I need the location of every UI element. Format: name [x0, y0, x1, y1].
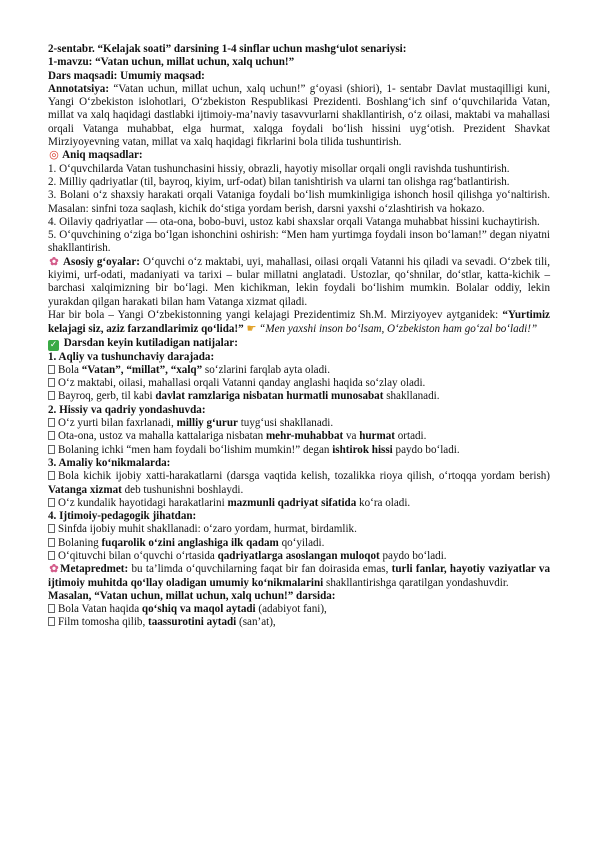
list-item: Bolaning fuqarolik o‘zini anglashiga ilk qadam qo‘yiladi.	[48, 537, 550, 550]
metapredmet-label: Metapredmet:	[60, 563, 129, 576]
list-item: O‘z yurti bilan faxrlanadi, milliy g‘urur tuyg‘usi shakllanadi.	[48, 417, 550, 430]
pointing-hand-icon: ☛	[246, 322, 257, 336]
brain-icon: ✿	[49, 255, 59, 268]
lesson-aim-heading: Dars maqsadi: Umumiy maqsad:	[48, 69, 205, 82]
goals-title: Aniq maqsadlar:	[62, 149, 143, 162]
goals-heading	[48, 149, 550, 162]
bullet-box-icon	[48, 471, 55, 480]
section-heading: 1. Aqliy va tushunchaviy darajada:	[48, 350, 215, 363]
bullet-box-icon	[48, 391, 55, 400]
bullet-box-icon	[48, 418, 55, 427]
list-item: O‘z kundalik hayotidagi harakatlarini mazmunli qadriyat sifatida ko‘ra oladi.	[48, 497, 550, 510]
main-ideas-paragraph	[48, 256, 550, 309]
goal-item: 1. O‘quvchilarda Vatan tushunchasini hissiy, obrazli, hayotiy misollar orqali ongli ravishda tushuntirish.	[48, 162, 510, 175]
goal-item: 3. Bolani o‘z shaxsiy harakati orqali Vataniga foydali bo‘lish mumkinligiga ishonch hosil qilishga yo‘naltirish. Masalan: sinfni toza saqlash, kichik do‘stiga yordam berish, darsni yaxshi o‘zlashtirish va hokazo.	[48, 189, 550, 215]
check-icon: ✓	[49, 339, 58, 350]
quote-paragraph	[48, 309, 550, 337]
bullet-box-icon	[48, 538, 55, 547]
goal-item: 2. Milliy qadriyatlar (til, bayroq, kiyim, urf-odat) bilan tanishtirish va ularni tan olishga rag‘batlantirish.	[48, 175, 510, 188]
list-item: Bayroq, gerb, til kabi davlat ramzlariga nisbatan hurmatli munosabat shakllanadi.	[48, 390, 550, 403]
annotation-label: Annotatsiya:	[48, 82, 110, 95]
results-title: Darsdan keyin kutiladigan natijalar:	[63, 336, 238, 349]
list-item: Film tomosha qilib, taassurotini aytadi (san’at),	[48, 616, 550, 629]
goal-item: 4. Oilaviy qadriyatlar — ota-ona, bobo-buvi, ustoz kabi shaxslar orqali Vatanga muhabbat hissini kuchaytirish.	[48, 215, 540, 228]
section-heading: 4. Ijtimoiy-pedagogik jihatdan:	[48, 510, 197, 523]
results-heading	[48, 337, 550, 351]
bullet-box-icon	[48, 445, 55, 454]
target-icon: ◎	[49, 149, 59, 162]
bullet-box-icon	[48, 617, 55, 626]
quote-intro: Har bir bola – Yangi O‘zbekistonning yangi kelajagi Prezidentimiz Sh.M. Mirziyoyev aytganidek:	[48, 308, 503, 321]
president-quote: “Yurtimiz kelajagi siz, aziz farzandlarimiz qo‘lida!”	[48, 308, 550, 336]
list-item: O‘z maktabi, oilasi, mahallasi orqali Vatanni qanday anglashi haqida so‘zlay oladi.	[48, 377, 550, 390]
brain-icon: ✿	[49, 563, 59, 576]
bullet-box-icon	[48, 524, 55, 533]
list-item: Bola Vatan haqida qo‘shiq va maqol aytadi (adabiyot fani),	[48, 603, 550, 616]
list-item: Bolaning ichki “men ham foydali bo‘lishim mumkin!” degan ishtirok hissi paydo bo‘ladi.	[48, 444, 550, 457]
list-item: Bola kichik ijobiy xatti-harakatlarni (darsga vaqtida kelish, tozalikka rioya qilish, o‘rtoqqa yordam berish) Vatanga xizmat deb tushunishni boshlaydi.	[48, 470, 550, 496]
section-heading: 2. Hissiy va qadriy yondashuvda:	[48, 403, 206, 416]
annotation-text: “Vatan uchun, millat uchun, xalq uchun!” g‘oyasi (shiori), 1- sentabr Davlat mustaqilligi kuni, Yangi O‘zbekiston islohotlari, O‘zbekiston Respublikasi Prezidenti. Boshlang‘ich sinf o‘quvchilarida Vatan, millat va xalq haqidagi dastlabki ijtimoiy-ma’naviy tasavvurlarni shakllantirish, o‘z oilasi, maktabi va mahallasi orqali Vatanga muhabbat, elga hurmat, xalqga foydali bo‘lish hissini uyg‘otish. Prezident Shavkat Mirziyoyevning vatan, millat va xalq haqidagi fikrlarini bola tilida tushuntirish.	[48, 82, 550, 149]
bullet-box-icon	[48, 604, 55, 613]
bullet-box-icon	[48, 378, 55, 387]
goal-item: 5. O‘quvchining o‘ziga bo‘lgan ishonchini oshirish: “Men ham yurtimga foydali inson bo‘laman!” degan niyatni shakllantirish.	[48, 229, 550, 255]
topic-title: 1-mavzu: “Vatan uchun, millat uchun, xalq uchun!”	[48, 56, 295, 69]
main-ideas-text: O‘quvchi o‘z maktabi, uyi, mahallasi, oilasi orqali Vatanni his qiladi va sevadi. O‘zbek tili, kiyimi, urf-odati, madaniyati va tarixi – bular millatni anglatadi. Ustozlar, qo‘shnilar, do‘stlar, katta-kichik – barchasi xalqimizning bir bo‘lagi. Men kichikman, lekin foydali bo‘lishim mumkin. Bolalar oddiy, lekin yurakdan qilgan harakati bilan ham Vatanga xizmat qiladi.	[48, 255, 551, 308]
list-item: Sinfda ijobiy muhit shakllanadi: o‘zaro yordam, hurmat, birdamlik.	[48, 523, 550, 536]
document-title: 2-sentabr. “Kelajak soati” darsining 1-4 sinflar uchun mashg‘ulot senariysi:	[48, 43, 407, 55]
bullet-box-icon	[48, 498, 55, 507]
list-item: O‘qituvchi bilan o‘quvchi o‘rtasida qadriyatlarga asoslangan muloqot paydo bo‘ladi.	[48, 550, 550, 563]
list-item: Ota-ona, ustoz va mahalla kattalariga nisbatan mehr-muhabbat va hurmat ortadi.	[48, 430, 550, 443]
bullet-box-icon	[48, 365, 55, 374]
metapredmet-paragraph: ✿Metapredmet: bu ta’limda o‘quvchilarning faqat bir fan doirasida emas, turli fanlar, hayotiy vaziyatlar va ijtimoiy muhitda qo‘llay oladigan umumiy ko‘nikmalarini shakllantirishga qaratilgan yondashuvdir.	[48, 563, 550, 589]
annotation-paragraph	[48, 83, 550, 149]
document-page	[48, 43, 550, 630]
main-ideas-label: Asosiy g‘oyalar:	[63, 255, 140, 268]
bullet-box-icon	[48, 431, 55, 440]
bullet-box-icon	[48, 551, 55, 560]
section-heading: 3. Amaliy ko‘nikmalarda:	[48, 456, 171, 469]
example-heading: Masalan, “Vatan uchun, millat uchun, xalq uchun!” darsida:	[48, 589, 336, 602]
list-item: Bola “Vatan”, “millat”, “xalq” so‘zlarini farqlab ayta oladi.	[48, 364, 550, 377]
child-quote: “Men yaxshi inson bo‘lsam, O‘zbekiston ham go‘zal bo‘ladi!”	[259, 323, 538, 336]
